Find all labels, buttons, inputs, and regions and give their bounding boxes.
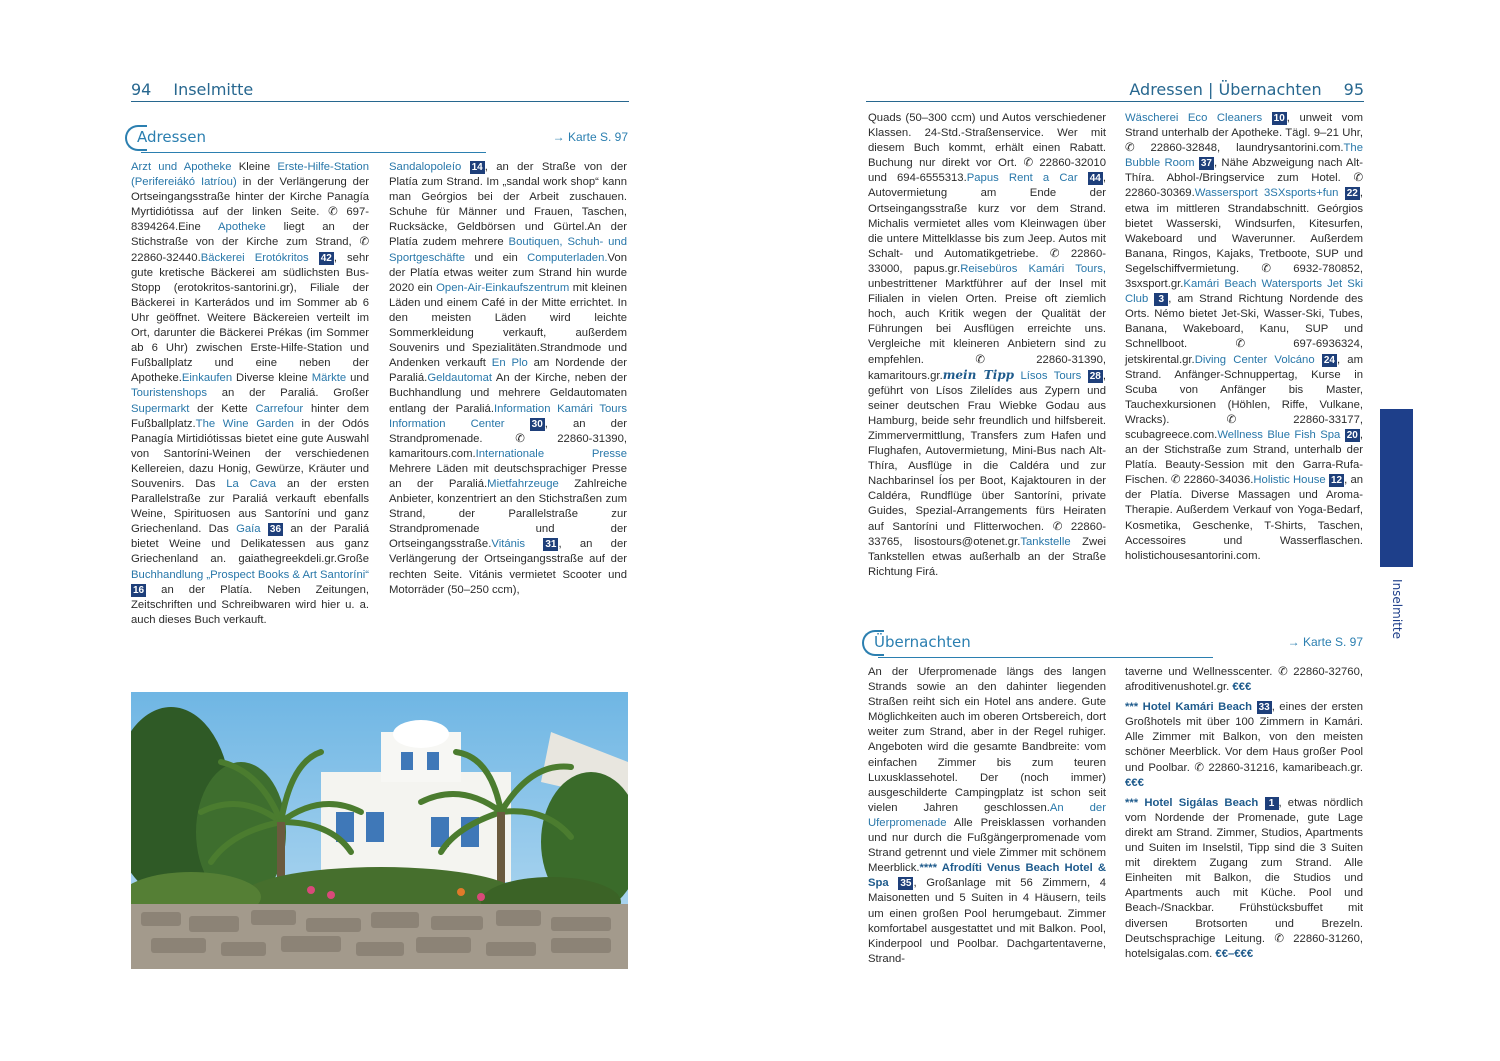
right-column-4: [1125, 665, 1363, 967]
paragraph: [1125, 796, 1363, 962]
map-number-badge: 3: [1154, 293, 1168, 306]
hotel-name: *** Hotel Kamári Beach: [1125, 701, 1253, 714]
keyword: Touristenshops: [131, 387, 207, 400]
keyword: Wäscherei Eco Cleaners: [1125, 112, 1263, 124]
keyword: Erste-Hilfe-Station (Perifereiákó Iatríou): [131, 161, 369, 189]
chapter-tab: [1380, 409, 1413, 567]
map-number-badge: 24: [1323, 354, 1335, 366]
section-rule: [878, 657, 1213, 658]
body-text: Diverse kleine: [232, 372, 312, 385]
body-text: Von der Platía etwas weiter zum Strand hin wurde 2020 ein: [389, 251, 627, 294]
body-text: , unweit vom Strand unterhalb der Apotheke. Tägl. 9–21 Uhr, ✆ 22860-32848, laundrysantorini.com.: [1125, 112, 1363, 155]
map-number-badge: 20: [1346, 429, 1358, 441]
map-ref-link[interactable]: → Karte S. 97: [552, 130, 628, 144]
body-text: , an der Stichstraße zum Strand, unterhalb der Platía. Beauty-Session mit den Garra-Rufa-Fischen. ✆ 22860-34036.: [1125, 428, 1363, 487]
body-text: , geführt von Lísos Zilelídes aus Zypern und seiner deutschen Frau Wiebke Godau aus Hamburg, beide sehr freundlich und hilfsbereit. Zimmervermittlung, Transfers zum Hafen und Flughafen, Autovermietung, Mini-Bus nach Alt-Thíra, Ausflüge in die Caldéra und zur Nachbarinsel Íos per Boot, Kajaktouren in der Caldéra, Rundflüge über Santoríni, private Guides, Spezial-Arrangements fürs Heiraten auf Santoríni und Flitterwochen. ✆ 22860-33765, lisostours@otenet.gr.: [868, 369, 1107, 548]
keyword: Computerladen.: [527, 251, 608, 264]
body-text: , an der Platía. Diverse Massagen und Aroma-Therapie. Außerdem Verkauf von Yoga-Bedarf, Kosmetika, Geschenke, T-Shirts, Taschen, Accessoires und Wasserflaschen. holistichousesantorini.com.: [1125, 474, 1364, 562]
body-text: Mehrere Läden mit deutschsprachiger Presse an der Paraliá.: [389, 462, 627, 490]
hotel-name: **** Afrodíti Venus Beach Hotel & Spa: [868, 862, 1106, 890]
paragraph: [1125, 665, 1363, 695]
body-text: Strandmode und Andenken verkauft: [389, 342, 628, 370]
body-text: Zahlreiche Anbieter, konzentriert an den Stichstraßen zum Strand, der Parallelstraße zur Strandpromenade und der Ortseingangsstraße.: [389, 477, 627, 551]
right-column-3: [868, 665, 1106, 972]
body-text: an der Paraliá bietet Weine und Delikatessen aus ganz Griechenland an. gaiathegreekdeli.gr.: [131, 523, 370, 566]
body-text: , etwa im mittleren Strandabschnitt. Geórgios bietet Wasserski, Windsurfen, Kitesurfen, Wakeboard und Waverunner. Außerdem Banana, Ringos, Kajaks, Tretboote, SUP und Segelschiffvermietung. ✆ 6932-780852, 3sxsport.gr.: [1125, 187, 1363, 291]
map-ref-link[interactable]: → Karte S. 97: [1287, 635, 1363, 649]
map-number-badge: 31: [545, 539, 557, 551]
right-column-1: [868, 111, 1106, 585]
hotel-name: *** Hotel Sigálas Beach: [1125, 796, 1259, 809]
keyword: En Plo: [491, 357, 528, 370]
body-text: An der Platía zudem mehrere: [389, 221, 627, 249]
keyword: Mietfahrzeuge: [487, 477, 559, 490]
price-category: €€€: [1232, 681, 1252, 694]
running-head-title-left: Inselmitte: [173, 80, 254, 99]
map-number-badge: 30: [531, 418, 543, 430]
body-text: an der Paraliá. Großer: [206, 387, 369, 400]
body-text: liegt an der Stichstraße von der Kirche zum Strand, ✆ 22860-32440.: [131, 221, 369, 264]
body-text: , etwas nördlich vom Nordende der Promenade, gute Lage direkt am Strand. Zimmer, Studios, Apartments und Suiten im Inselstil, Tipp sind die 3 Suiten mit direktem Zugang zum Strand. Alle Einheiten mit Balkon, die Studios und Apartments auch mit Küche. Pool und Beach-/Snackbar. Frühstücksbuffet mit diversen Brotsorten und Brezeln. Deutschsprachige Leitung. ✆ 22860-31260, hotelsigalas.com.: [1125, 796, 1363, 960]
body-text: der Kette: [189, 402, 256, 415]
body-text: und ein: [465, 251, 528, 264]
keyword: Märkte: [311, 372, 347, 385]
keyword: Internationale Presse: [475, 447, 627, 460]
section-title: Adressen: [137, 128, 206, 146]
body-text: An der Uferpromenade längs des langen Strands sowie an den dahinter liegenden Straßen reiht sich ein Hotel ans andere. Gute Möglichkeiten auch im oberen Ortsbereich, dort weiter zum Strand, aber in der Regel ruhiger. Angeboten wird die gesamte Bandbreite: vom einfachen Zimmer bis zum teuren Luxusklassehotel. Der (noch immer) ausgeschilderte Campingplatz ist schon seit vielen Jahren geschlossen.: [868, 666, 1106, 814]
right-page: [750, 0, 1500, 1061]
body-text: , an der Straße von der Platía zum Strand. Im „sandal work shop“ kann man Geórgios bei der Arbeit zuschauen. Schuhe für Männer und Frauen, Taschen, Rucksäcke, Geldbörsen und Gürtel.: [389, 161, 627, 234]
map-number-badge: 42: [320, 252, 332, 264]
section-title: Übernachten: [874, 633, 971, 651]
right-column-2: [1125, 111, 1363, 569]
keyword: The Wine Garden: [195, 417, 294, 430]
paragraph: [868, 111, 1106, 580]
keyword: Tankstelle: [1020, 535, 1071, 548]
keyword: Papus Rent a Car: [966, 172, 1078, 185]
running-head-right: [1126, 80, 1364, 99]
map-number-badge: 10: [1273, 113, 1285, 124]
paragraph: [868, 665, 1106, 967]
body-text: Eine: [178, 221, 218, 234]
page-number-left: 94: [131, 80, 152, 99]
body-text: , Großanlage mit 56 Zimmern, 4 Maisonetten und 5 Suiten in 4 Häusern, teils um einen großen Pool herumgebaut. Zimmer komfortabel ausgestattet und mit Balkon. Pool, Kinderpool und Poolbar. Dachgartentaverne, Strand-: [868, 877, 1107, 965]
keyword: Reisebüros Kamári Tours,: [960, 262, 1107, 275]
body-text: mit kleinen Läden und einem Café in der Mitte errichtet. In den meisten Läden wird leichte Sommerkleidung verkauft, außerdem Souvenirs und Spezialitäten.: [389, 281, 628, 355]
keyword: Information Kamári Tours Information Center: [389, 402, 627, 430]
map-number-badge: 12: [1330, 475, 1343, 487]
body-text: Quads (50–300 ccm) und Autos verschiedener Klassen. 24-Std.-Straßenservice. Wer mit diesem Buch kommt, erhält einen Rabatt. Buchung nur direkt vor Ort. ✆ 22860-32010 und 694-6555313.: [868, 112, 1106, 185]
keyword: The Bubble Room: [1125, 142, 1363, 170]
keyword: Geldautomat: [427, 372, 492, 385]
map-number-badge: 1: [1265, 797, 1279, 810]
paragraph: [1125, 700, 1363, 791]
head-rule-left: [131, 101, 629, 102]
keyword: Arzt und Apotheke: [131, 161, 232, 173]
paragraph: [131, 160, 369, 628]
body-text: hinter dem Fußballplatz.: [131, 402, 369, 430]
left-column-2: [389, 160, 627, 603]
body-text: , am Strand. Anfänger-Schnuppertag, Kurse in Scuba von Anfänger bis Master, Tauchexkursionen (Höhlen, Riffe, Vulkane, Wracks). ✆ 22860-33177, scubagreece.com.: [1125, 353, 1364, 441]
keyword: Einkaufen: [181, 372, 233, 385]
keyword: Carrefour: [255, 402, 304, 415]
body-text: Kleine: [231, 161, 278, 173]
running-head-title-right: Adressen | Übernachten: [1129, 80, 1322, 99]
body-text: an der Platía. Neben Zeitungen, Zeitschriften und Schreibwaren wird hier u. a. auch dieses Buch verkauft.: [131, 583, 369, 626]
map-number-badge: 28: [1089, 370, 1101, 382]
head-rule-right: [866, 101, 1364, 102]
paragraph: [1125, 111, 1363, 564]
running-head-left: [131, 80, 253, 99]
body-text: Alle Preisklassen vorhanden und nur durch die Fußgängerpromenade vom Strand getrennt und viele Zimmer mit schönem Meerblick.: [868, 816, 1106, 875]
body-text: an der ersten Parallelstraße zur Paraliá verkauft ebenfalls Weine, Spirituosen aus Santoríni und ganz Griechenland. Das: [131, 477, 369, 536]
keyword: Wellness Blue Fish Spa: [1217, 428, 1341, 441]
map-number-badge: 14: [471, 162, 483, 173]
map-number-badge: 37: [1200, 158, 1212, 170]
keyword: Wassersport 3SXsports+fun: [1194, 187, 1339, 200]
map-number-badge: 35: [900, 878, 912, 890]
section-adressen: [131, 125, 628, 157]
body-text: unbestrittener Marktführer auf der Insel mit Filialen in vielen Orten. Preise oft ziemlich hoch, auch Kritik wegen der Qualität der Führungen bei Ausflügen erreichte uns. Vergleiche mit kleineren Anbietern sind zu empfehlen. ✆ 22860-31390, kamaritours.gr.: [868, 278, 1106, 382]
keyword: Holistic House: [1253, 474, 1326, 487]
body-text: und: [346, 372, 369, 385]
keyword: Boutiquen, Schuh- und Sportgeschäfte: [389, 236, 627, 264]
keyword: Apotheke: [218, 221, 266, 234]
body-text: am Nordende der Paraliá.: [389, 357, 627, 385]
keyword: Kamári Beach Watersports Jet Ski Club: [1125, 278, 1363, 306]
map-number-badge: 44: [1089, 173, 1101, 185]
body-text: An der Kirche, neben der Buchhandlung und mehrere Geldautomaten entlang der Paraliá.: [389, 372, 627, 415]
map-number-badge: 36: [269, 524, 282, 536]
map-number-badge: 16: [133, 584, 145, 596]
keyword: Lísos Tours: [1020, 369, 1082, 382]
price-category: €€–€€€: [1215, 947, 1254, 960]
keyword: Vitánis: [491, 538, 526, 551]
keyword: Bäckerei Erotókritos: [200, 251, 309, 264]
body-text: Zwei Tankstellen etwas außerhalb an der Straße Richtung Firá.: [868, 535, 1106, 578]
body-text: , am Strand Richtung Nordende des Orts. Némo bietet Jet-Ski, Wasser-Ski, Tubes, Banana, Wakeboard, Kanu, SUP und Schnellboot. ✆ 697-6936324, jetskirental.gr.: [1125, 293, 1363, 366]
price-category: €€€: [1125, 776, 1144, 789]
keyword: An der Uferpromenade: [868, 801, 1106, 829]
keyword: Diving Center Volcáno: [1194, 353, 1315, 366]
body-text: taverne und Wellnesscenter. ✆ 22860-32760, afroditivenushotel.gr.: [1125, 666, 1363, 694]
section-rule: [141, 152, 486, 153]
body-text: Große: [336, 553, 369, 566]
photo-illustration: [131, 692, 628, 969]
body-text: , an der Strandpromenade. ✆ 22860-31390, kamaritours.com.: [389, 417, 628, 460]
section-uebernachten: [868, 630, 1363, 662]
body-text: in der Odós Panagía Mirtidiótissas bietet eine gute Auswahl von Santoríni-Weinen der verschiedenen Kellereien, dazu Honig, Gewürze, Kräuter und Souvenirs. Das: [131, 417, 369, 490]
body-text: , Autovermietung am Ende der Ortseingangsstraße kurz vor dem Strand. Michalis vermietet alles vom Kleinwagen über die untere Mittelklasse bis zum Jeep. Autos mit Schalt- und Automatikgetriebe. ✆ 22860-33000, papus.gr.: [868, 172, 1106, 275]
keyword: Buchhandlung „Prospect Books & Art Santoríni“: [131, 568, 369, 581]
keyword: Gaía: [236, 523, 261, 536]
map-number-badge: 33: [1258, 702, 1270, 714]
keyword: La Cava: [226, 477, 277, 490]
page-number-right: 95: [1343, 80, 1364, 99]
keyword: Sandalopoleío: [389, 161, 462, 173]
chapter-tab-label: Inselmitte: [1390, 579, 1404, 639]
body-text: , Nähe Abzweigung nach Alt-Thíra. Abhol-/Bringservice zum Hotel. ✆ 22860-30369.: [1125, 157, 1363, 200]
body-text: , sehr gute kretische Bäckerei am südlichsten Bus-Stopp (erotokritos-santorini.gr), Filiale der Bäckerei in Karterádos und im Sommer ab 6 Uhr geöffnet. Weitere Bäckereien verteilt im Ort, darunter die Bäckerei Prékas (im Sommer ab 6 Uhr) zwischen Erste-Hilfe-Station und Fußballplatz und eine neben der Apotheke.: [131, 251, 369, 385]
keyword: Open-Air-Einkaufszentrum: [436, 281, 570, 294]
mein-tipp-label: mein Tipp: [942, 367, 1015, 382]
body-text: , eines der ersten Großhotels mit über 100 Zimmern in Kamári. Alle Zimmer mit Balkon, von den meisten schöner Meerblick. Vor dem Haus großer Pool und Poolbar. ✆ 22860-31216, kamaribeach.gr.: [1125, 701, 1363, 774]
map-number-badge: 22: [1346, 188, 1358, 200]
keyword: Supermarkt: [131, 402, 190, 415]
body-text: , an der Verlängerung der Ortseingangsstraße auf der rechten Seite. Vitánis vermietet Scooter und Motorräder (50–250 ccm),: [389, 538, 628, 596]
left-column-1: [131, 160, 369, 633]
photo-kamari-hotel: [131, 692, 628, 969]
body-text: in der Verlängerung der Ortseingangsstraße hinter der Kirche Panagía Myrtidiótissa auf der linken Seite. ✆ 697-8394264.: [131, 176, 369, 234]
paragraph: [389, 160, 627, 598]
